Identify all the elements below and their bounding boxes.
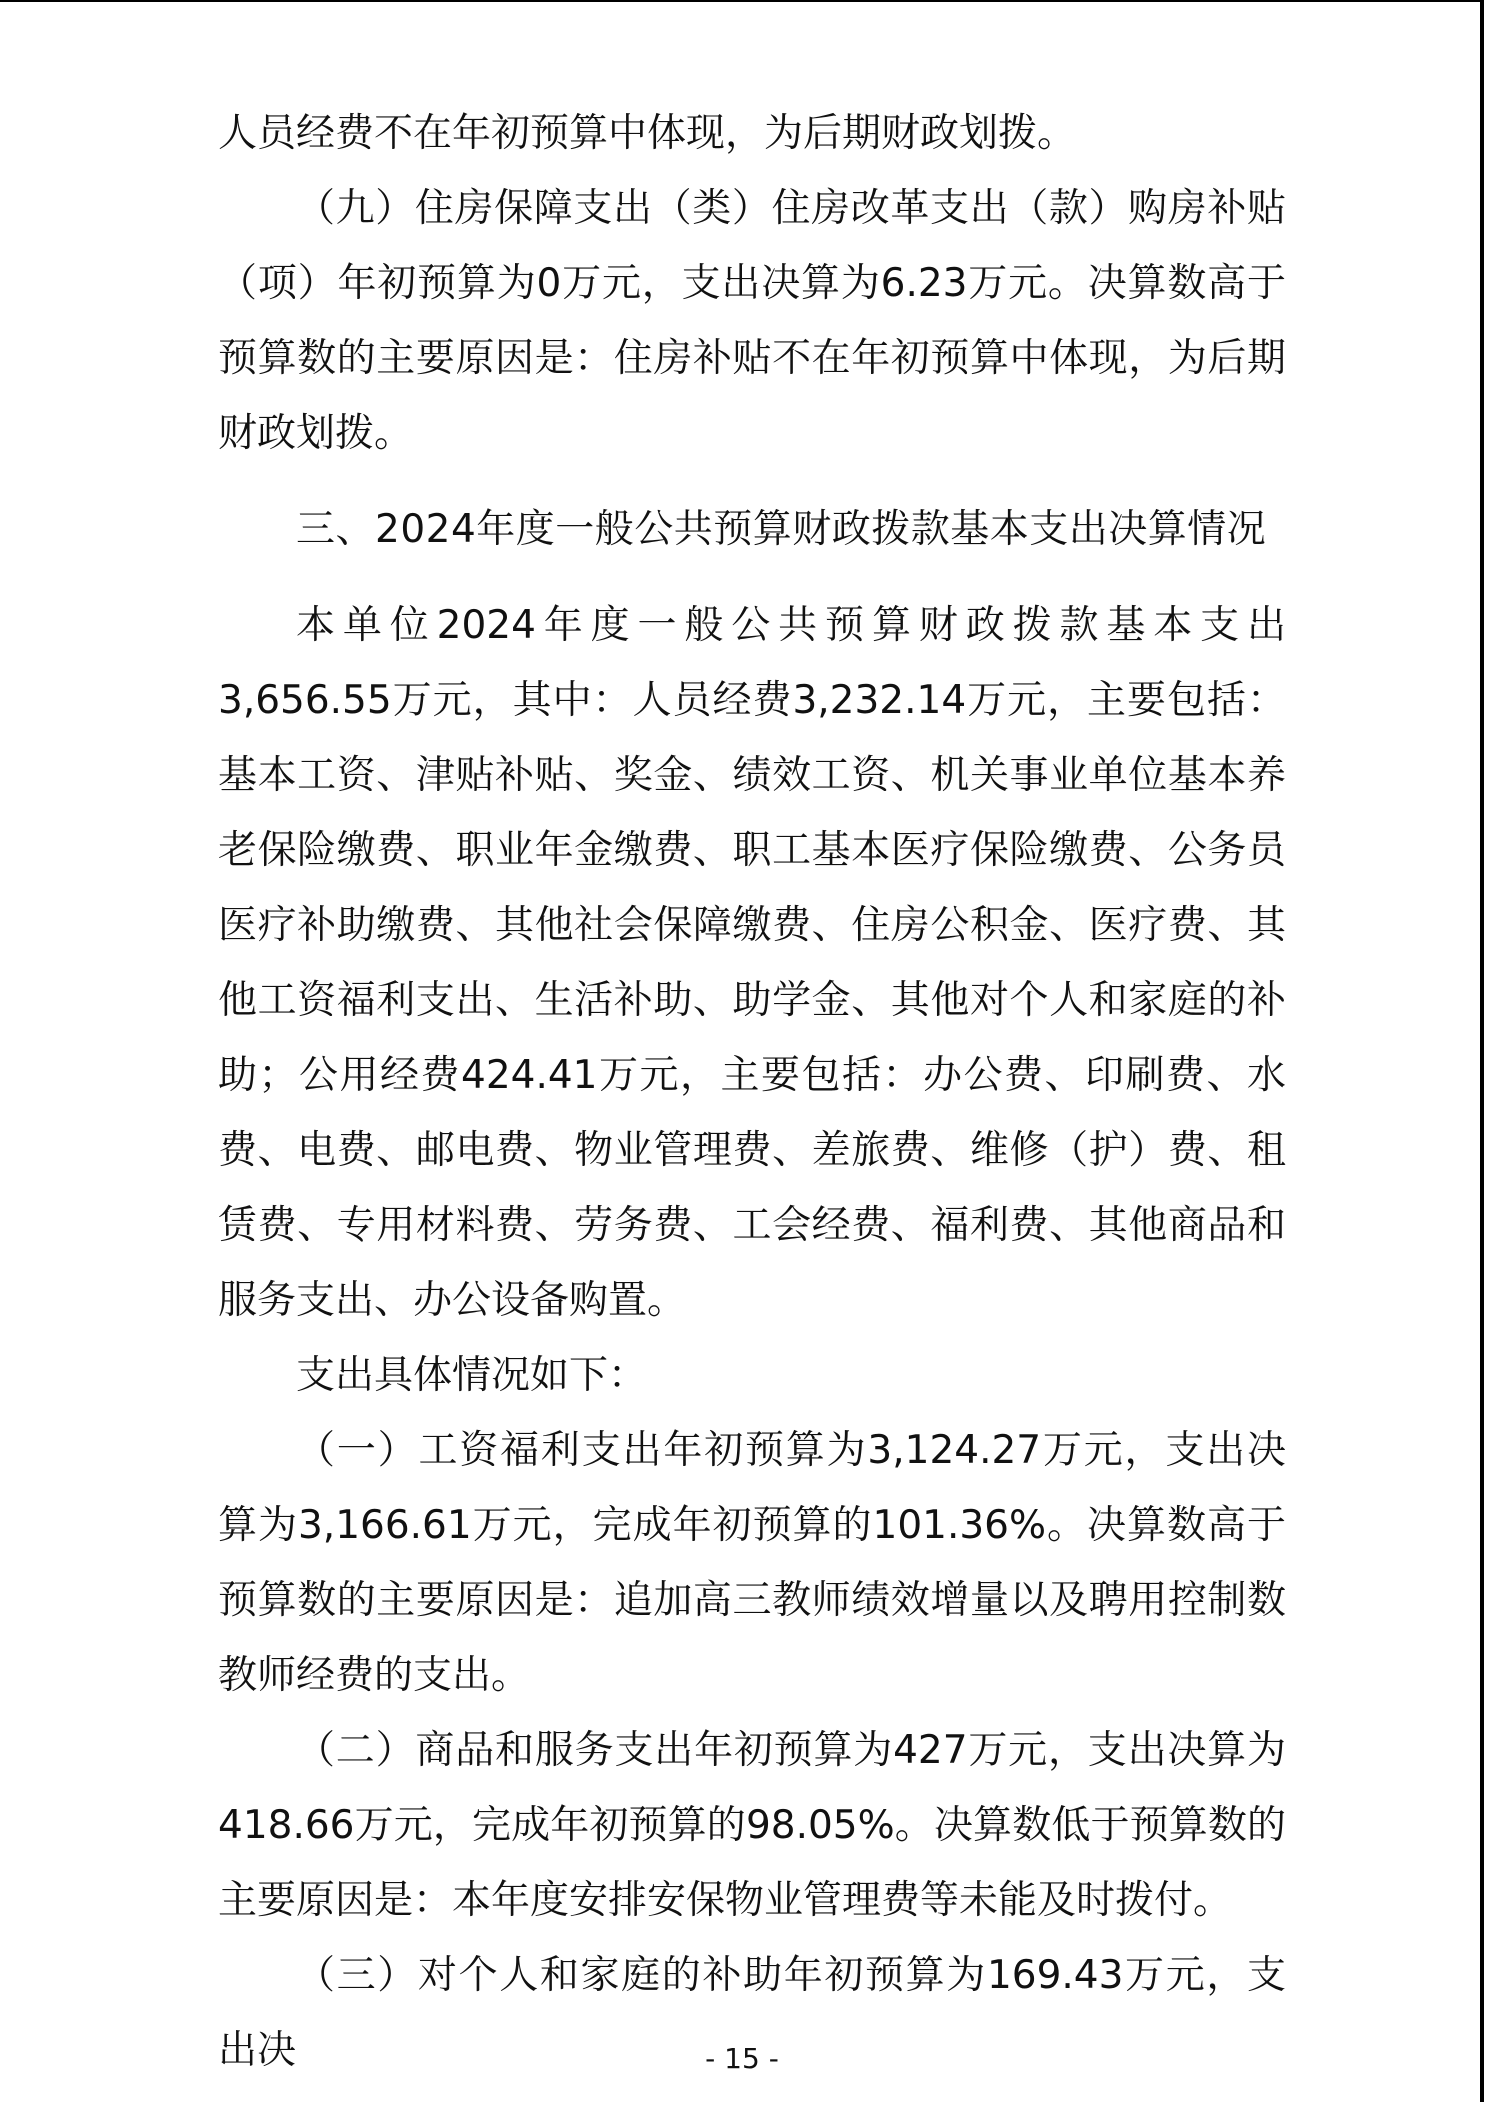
section-heading-basic-expenditure: 三、2024年度一般公共预算财政拨款基本支出决算情况: [296, 507, 1267, 552]
paragraph-basic-expenditure-summary: 本单位2024年度一般公共预算财政拨款基本支出3,656.55万元，其中：人员经费3,232.14万元，主要包括：基本工资、津贴补贴、奖金、绩效工资、机关事业单位基本养老保险缴费、职业年金缴费、职工基本医疗保险缴费、公务员医疗补助缴费、其他社会保障缴费、住房公积金、医疗费、其他工资福利支出、生活补助、助学金、其他对个人和家庭的补助；公用经费424.41万元，主要包括：办公费、印刷费、水费、电费、邮电费、物业管理费、差旅费、维修（护）费、租赁费、专用材料费、劳务费、工会经费、福利费、其他商品和服务支出、办公设备购置。: [218, 603, 1286, 1323]
document-body: [218, 96, 1286, 2088]
paragraph-salary-welfare: （一）工资福利支出年初预算为3,124.27万元，支出决算为3,166.61万元，完成年初预算的101.36%。决算数高于预算数的主要原因是：追加高三教师绩效增量以及聘用控制数教师经费的支出。: [218, 1428, 1286, 1698]
page-number: - 15 -: [705, 2042, 779, 2075]
paragraph-continuation: 人员经费不在年初预算中体现，为后期财政划拨。: [218, 111, 1077, 156]
paragraph-personal-family-subsidy: （三）对个人和家庭的补助年初预算为169.43万元，支出决: [218, 1953, 1286, 2073]
paragraph-goods-services: （二）商品和服务支出年初预算为427万元，支出决算为418.66万元，完成年初预算的98.05%。决算数低于预算数的主要原因是：本年度安排安保物业管理费等未能及时拨付。: [218, 1728, 1286, 1923]
paragraph-details-intro: 支出具体情况如下：: [296, 1353, 648, 1398]
paragraph-housing-subsidy: （九）住房保障支出（类）住房改革支出（款）购房补贴（项）年初预算为0万元，支出决算为6.23万元。决算数高于预算数的主要原因是：住房补贴不在年初预算中体现，为后期财政划拨。: [218, 186, 1286, 456]
